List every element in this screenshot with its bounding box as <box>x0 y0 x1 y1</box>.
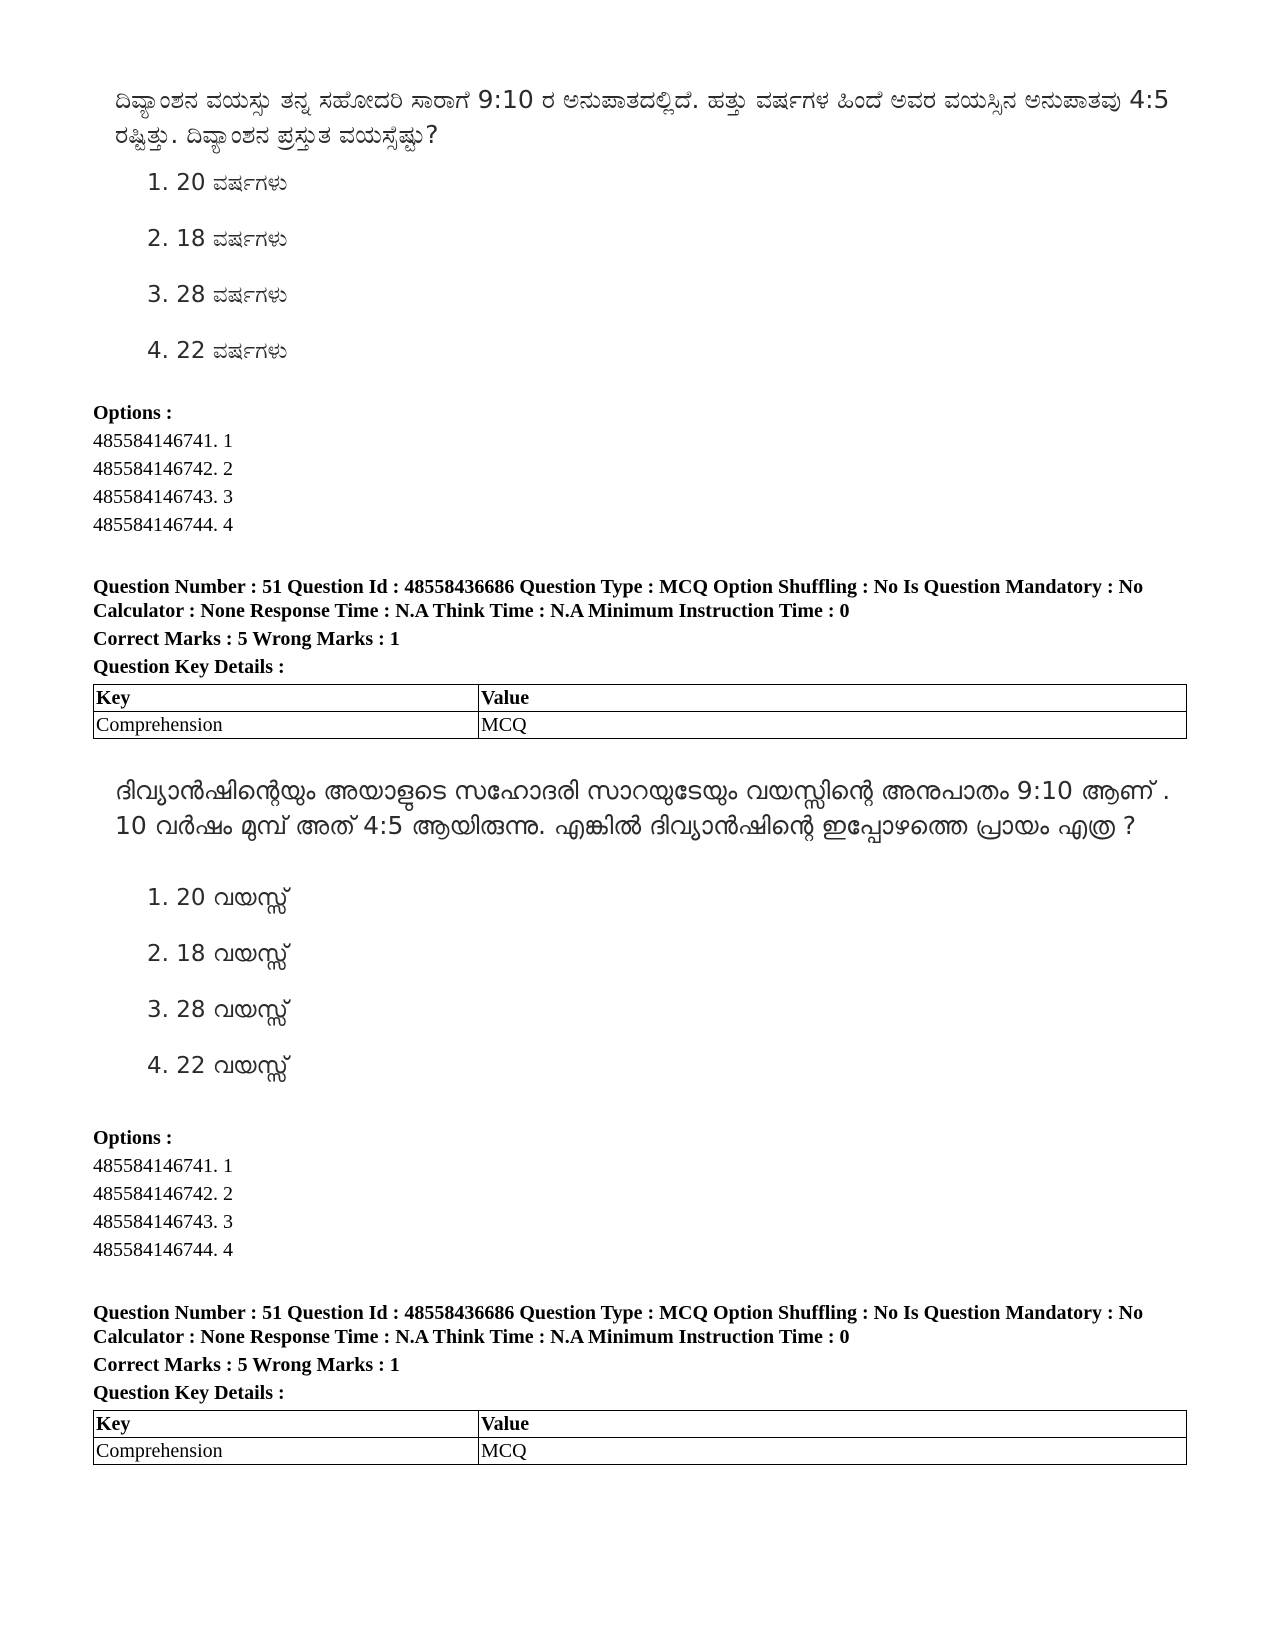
choice-4: 4. 22 ವರ್ಷಗಳು <box>147 338 288 364</box>
table-header-value: Value <box>479 1411 1187 1438</box>
question-image-kannada <box>115 82 1175 364</box>
options-label: Options : <box>93 1127 173 1149</box>
table-header-key: Key <box>94 1411 479 1438</box>
question-text: ದಿವ್ಯಾಂಶನ ವಯಸ್ಸು ತನ್ನ ಸಹೋದರಿ ಸಾರಾಗೆ 9:10 ರ ಅನುಪಾತದಲ್ಲಿದೆ. ಹತ್ತು ವರ್ಷಗಳ ಹಿಂದೆ ಅವರ ವಯಸ್ಸಿನ ಅನುಪಾತವು 4:5 ರಷ್ಟಿತ್ತು. ದಿವ್ಯಾಂಶನ ಪ್ರಸ್ತುತ ವಯಸ್ಸೆಷ್ಟು? <box>115 85 1170 149</box>
table-cell-value: MCQ <box>479 1438 1187 1465</box>
option-line: 485584146741. 1 <box>93 430 233 452</box>
choice-3: 3. 28 വയസ്സ് <box>147 997 289 1023</box>
table-cell-key: Comprehension <box>94 1438 479 1465</box>
choice-2: 2. 18 വയസ്സ് <box>147 941 289 967</box>
question-text: ദിവ്യാൻഷിന്റെയും അയാളുടെ സഹോദരി സാറയുടേയും വയസ്സിന്റെ അനുപാതം 9:10 ആണ് . 10 വർഷം മുമ്പ് അത് 4:5 ആയിരുന്നു. എങ്കിൽ ദിവ്യാൻഷിന്റെ ഇപ്പോഴത്തെ പ്രായം എത്ര ? <box>115 776 1171 840</box>
table-header-row <box>94 1411 1187 1438</box>
table-header-key: Key <box>94 685 479 712</box>
table-header-value: Value <box>479 685 1187 712</box>
table-cell-key: Comprehension <box>94 712 479 739</box>
key-details-table <box>93 684 1187 739</box>
choice-1: 1. 20 വയസ്സ് <box>147 885 289 911</box>
question-image-malayalam <box>115 773 1175 1079</box>
key-details-label: Question Key Details : <box>93 656 285 678</box>
table-row <box>94 712 1187 739</box>
option-line: 485584146744. 4 <box>93 514 233 536</box>
marks-info: Correct Marks : 5 Wrong Marks : 1 <box>93 1354 400 1376</box>
choice-2: 2. 18 ವರ್ಷಗಳು <box>147 226 288 252</box>
marks-info: Correct Marks : 5 Wrong Marks : 1 <box>93 628 400 650</box>
table-cell-value: MCQ <box>479 712 1187 739</box>
option-line: 485584146742. 2 <box>93 458 233 480</box>
option-line: 485584146743. 3 <box>93 486 233 508</box>
choice-1: 1. 20 ವರ್ಷಗಳು <box>147 170 288 196</box>
key-details-table <box>93 1410 1187 1465</box>
option-line: 485584146742. 2 <box>93 1183 233 1205</box>
option-line: 485584146744. 4 <box>93 1239 233 1261</box>
options-label: Options : <box>93 402 173 424</box>
table-row <box>94 1438 1187 1465</box>
question-meta-info: Question Number : 51 Question Id : 48558436686 Question Type : MCQ Option Shuffling : No Is Question Mandatory : No Calculator : None Response Time : N.A Think Time : N.A Minimum Instruction Time : 0 <box>93 1302 1144 1348</box>
option-line: 485584146743. 3 <box>93 1211 233 1233</box>
question-meta-info: Question Number : 51 Question Id : 48558436686 Question Type : MCQ Option Shuffling : No Is Question Mandatory : No Calculator : None Response Time : N.A Think Time : N.A Minimum Instruction Time : 0 <box>93 576 1144 622</box>
option-line: 485584146741. 1 <box>93 1155 233 1177</box>
choice-4: 4. 22 വയസ്സ് <box>147 1053 289 1079</box>
key-details-label: Question Key Details : <box>93 1382 285 1404</box>
choice-3: 3. 28 ವರ್ಷಗಳು <box>147 282 288 308</box>
table-header-row <box>94 685 1187 712</box>
